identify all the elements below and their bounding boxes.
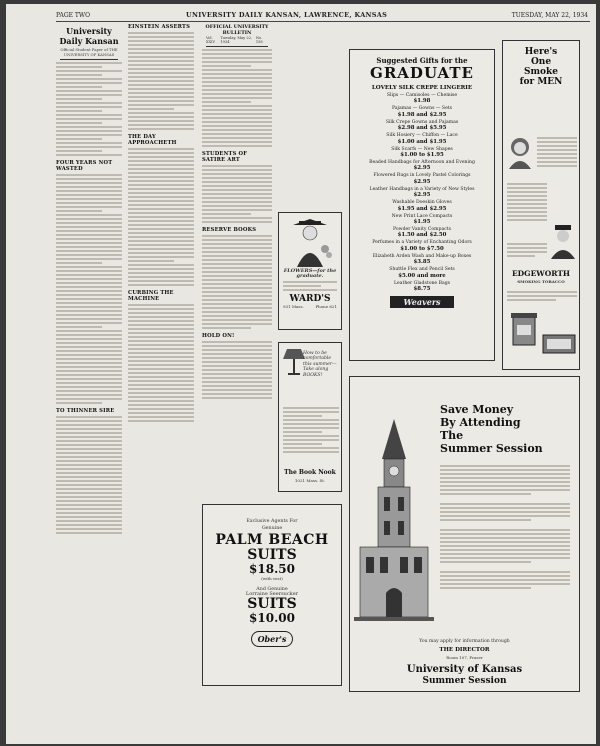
director-label: THE DIRECTOR [439, 647, 490, 653]
gift-item-price: $2.95 [413, 165, 431, 172]
staff-box [56, 62, 122, 156]
gift-item-name: Silk Hosiery — Chiffon — Lace [386, 133, 458, 139]
editorial-headline-2: TO THINNER SIRE [56, 408, 115, 414]
gift-item-price: $1.95 and $2.95 [397, 205, 447, 212]
edgeworth-tagline: SMOKING TOBACCO [517, 279, 565, 284]
gift-item-name: Slips — Camisoles — Chemise [386, 93, 458, 98]
reserve-books-headline: RESERVE BOOKS [202, 227, 257, 233]
fraser-hall-tower-icon [354, 417, 434, 635]
tobacco-jar-icon [509, 311, 539, 347]
gift-item-name: Washable Doeskin Gloves [392, 200, 452, 206]
weavers-gift-ad [349, 49, 495, 361]
summer-line-4: Summer Session [440, 442, 543, 455]
book-nook-address: 1021 Mass. St. [294, 478, 326, 483]
day-approacheth-headline: THE DAY APPROACHETH [128, 134, 177, 146]
day-approacheth-body [128, 148, 194, 286]
wards-logo: WARD'S [289, 294, 331, 304]
gift-item-price: $1.95 [413, 219, 431, 226]
palm-beach-price: $18.50 [249, 562, 295, 576]
wards-address-line [279, 304, 341, 309]
gift-item-price: $8.75 [413, 286, 431, 293]
apply-note: You may apply for information through [419, 639, 510, 644]
wards-headline: FLOWERS—for the graduate. [283, 268, 337, 279]
edgeworth-line-1: Here's [524, 47, 558, 57]
summer-line-2: By Attending [440, 416, 521, 429]
page-number: PAGE TWO [56, 12, 90, 19]
gift-item-name: Elizabeth Arden Wash and Make-up Boxes [372, 253, 472, 259]
director-room: Room 107, Fraser [446, 655, 483, 660]
graduate-illustration-icon [279, 217, 341, 269]
with-vest-note: (with vest) [261, 576, 283, 581]
wards-address: 931 Mass. [283, 304, 304, 309]
genuine-label: Genuine [261, 526, 283, 531]
seersucker-suits: SUITS [247, 596, 297, 612]
gift-item-price: $5.00 and more [398, 272, 446, 279]
summer-body [440, 463, 570, 591]
palm-beach-heading: PALM BEACH [215, 532, 329, 548]
gift-item-price: $1.98 and $2.95 [397, 111, 447, 118]
gift-item-name: Beaded Handbags for Afternoon and Evening [369, 160, 475, 166]
edgeworth-line-4: for MEN [519, 77, 563, 87]
man-portrait-icon [549, 223, 577, 259]
masthead-rule [60, 59, 118, 60]
curbing-machine-body [128, 304, 194, 422]
palm-beach-suits: SUITS [247, 547, 297, 563]
seersucker-price: $10.00 [249, 611, 295, 625]
gift-item-price: $2.95 [413, 192, 431, 199]
gift-item-price: $1.00 to $7.50 [400, 245, 444, 252]
gift-item-name: Silk Scarfs — New Shapes [391, 146, 453, 152]
summer-line-3: The [440, 429, 464, 442]
gift-item-name: Leather Gladstone Bags [393, 280, 451, 286]
summer-heading [440, 403, 570, 455]
gift-item-name: Flowered Rugs in Lovely Pastel Colorings [373, 173, 471, 179]
paper-title: UNIVERSITY DAILY KANSAN, LAWRENCE, KANSAS [186, 11, 388, 19]
gift-item-price: $2.95 [413, 178, 431, 185]
gift-item-price: $3.85 [413, 259, 431, 266]
gift-item-name: New Print Lace Compacts [391, 213, 453, 219]
bulletin-column [202, 24, 272, 499]
hold-on-headline: HOLD ON! [202, 333, 235, 339]
edgeworth-text-4 [507, 289, 577, 303]
palm-beach-ad [202, 504, 342, 686]
gift-item-name: Shuttle Flex and Pencil Sets [389, 267, 455, 273]
gift-item-price: $1.00 and $1.95 [397, 138, 447, 145]
einstein-body [128, 32, 194, 130]
ku-footer-title: University of Kansas [406, 664, 523, 675]
newspaper-page [6, 4, 596, 744]
wards-phone: Phone 621 [315, 304, 337, 309]
bulletin-meta [202, 36, 272, 44]
gift-item-name: Perfumes in a Variety of Enchanting Odors [372, 240, 472, 246]
gift-list [350, 93, 494, 292]
ku-footer-subtitle: Summer Session [422, 676, 507, 686]
reserve-books-body [202, 235, 272, 329]
gift-item-name: Powder Vanity Compacts [393, 227, 451, 233]
edgeworth-brand: EDGEWORTH [511, 269, 571, 278]
book-nook-ad [278, 342, 342, 492]
gift-item-price: $1.00 to $1.95 [400, 152, 444, 159]
bulletin-date: Tuesday, May 22, 1934 [220, 36, 253, 44]
summer-session-ad [349, 376, 580, 692]
header-rule [56, 21, 590, 22]
bulletin-title: OFFICIAL UNIVERSITY BULLETIN [205, 24, 269, 36]
bulletin-number: No. 158 [255, 36, 263, 44]
gifts-intro: Suggested Gifts for the [376, 56, 468, 65]
gift-item-price: $2.98 and $5.95 [397, 125, 447, 132]
editorial-headline-1: FOUR YEARS NOT WASTED [56, 160, 113, 172]
weavers-logo: Weavers [390, 296, 454, 308]
obers-logo: Ober's [251, 631, 293, 647]
book-nook-body [283, 405, 339, 455]
summer-line-1: Save Money [440, 403, 514, 416]
seersucker-label: Lorraine Seersucker [245, 591, 299, 597]
bulletin-volume: Vol. XXIV [206, 36, 216, 44]
masthead-subtitle: Official Student Paper of THE UNIVERSITY OF KANSAS [60, 47, 118, 57]
bulletin-body [202, 49, 272, 147]
edgeworth-line-2: One [530, 57, 552, 67]
and-genuine-label: And Genuine [256, 587, 288, 592]
masthead-title: University Daily Kansan [59, 26, 119, 46]
edgeworth-line-3: Smoke [524, 67, 558, 77]
lamp-illustration-icon [283, 347, 305, 377]
edgeworth-text-3 [507, 241, 547, 259]
gift-item-name: Silk Crepe Gowns and Pajamas [385, 119, 459, 125]
editorial-body-2 [56, 416, 122, 534]
satire-body [202, 165, 272, 223]
gift-item-price: $1.98 [413, 98, 431, 105]
book-nook-logo: The Book Nook [284, 469, 336, 476]
satire-headline: STUDENTS OF SATIRE ART [202, 151, 248, 163]
einstein-headline: EINSTEIN ASSERTS [128, 24, 191, 30]
wards-ad [278, 212, 342, 330]
graduate-heading: GRADUATE [370, 64, 474, 82]
exclusive-agents: Exclusive Agents For [246, 519, 298, 524]
woman-portrait-icon [507, 135, 533, 169]
editorial-column-1 [56, 24, 122, 740]
edgeworth-text-2 [507, 181, 547, 223]
book-nook-headline: How to be comfortable this summer—Take along BOOKS! [303, 351, 337, 378]
editorial-column-2 [128, 24, 194, 524]
hold-on-body [202, 341, 272, 399]
gift-item-name: Leather Handbags in a Variety of New Styles [369, 186, 475, 192]
lingerie-heading: LOVELY SILK CREPE LINGERIE [371, 85, 473, 91]
tobacco-tin-icon [541, 331, 577, 355]
gift-item-price: $1.50 and $2.50 [397, 232, 447, 239]
edgeworth-text-1 [537, 135, 577, 169]
editorial-body-1 [56, 174, 122, 404]
bulletin-rule [206, 46, 268, 47]
curbing-machine-headline: CURBING THE MACHINE [128, 290, 174, 302]
edgeworth-ad [502, 40, 580, 370]
issue-date: TUESDAY, MAY 22, 1934 [511, 12, 588, 19]
gift-item-name: Pajamas — Gowns — Sets [391, 106, 453, 112]
